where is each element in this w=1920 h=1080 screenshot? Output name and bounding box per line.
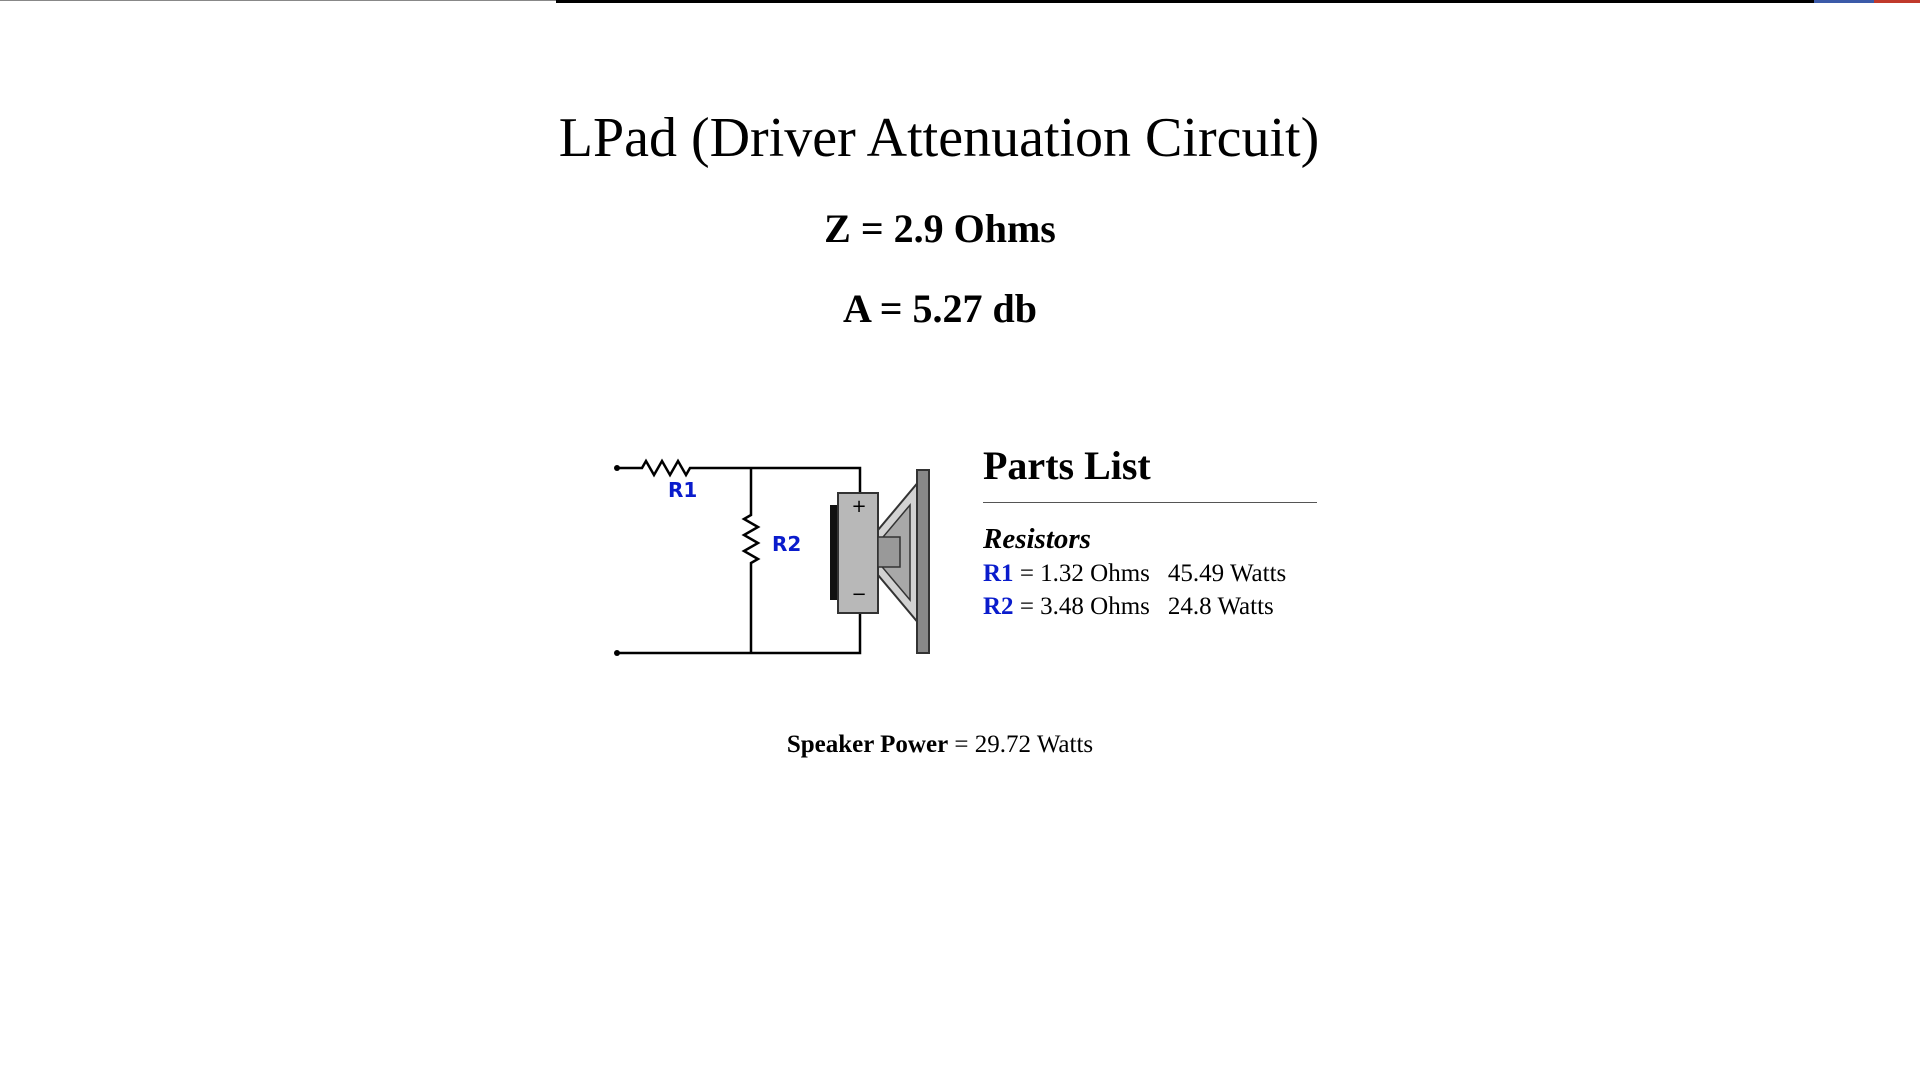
top-border-left <box>0 0 556 1</box>
parts-list-title: Parts List <box>983 443 1151 488</box>
parts-row-name: R2 <box>983 593 1014 620</box>
lpad-circuit-diagram <box>610 455 940 660</box>
bottom-wire <box>617 608 860 653</box>
parts-row-name: R1 <box>983 560 1014 587</box>
r2-label: R2 <box>772 532 802 556</box>
speaker-power-line <box>787 731 1093 759</box>
speaker-plus-label: + <box>851 496 867 517</box>
speaker-power-label: Speaker Power <box>786 731 949 758</box>
parts-list <box>983 440 1317 623</box>
parts-row-value: = 1.32 Ohms <box>1013 560 1150 587</box>
parts-row-value: = 3.48 Ohms <box>1013 593 1150 620</box>
parts-row-r2 <box>983 590 1317 623</box>
speaker-power-value: = 29.72 Watts <box>948 731 1094 758</box>
top-border <box>556 0 1814 3</box>
parts-list-divider <box>983 502 1317 503</box>
speaker-icon <box>830 470 929 653</box>
parts-row-watts: 24.8 Watts <box>1167 593 1274 620</box>
top-accent-red <box>1874 0 1920 3</box>
impedance-readout <box>0 205 1920 252</box>
parts-row-watts: 45.49 Watts <box>1167 560 1287 587</box>
attenuation-readout <box>0 285 1920 332</box>
parts-row-r1 <box>983 557 1317 590</box>
r1-resistor-symbol <box>617 461 860 493</box>
impedance-text: Z = 2.9 Ohms <box>824 206 1056 251</box>
speaker-power-readout <box>0 731 1920 759</box>
r1-label: R1 <box>668 478 698 502</box>
r2-resistor-symbol <box>744 468 758 653</box>
page-title-text: LPad (Driver Attenuation Circuit) <box>558 107 1320 169</box>
top-accent-blue <box>1814 0 1874 3</box>
resistors-heading: Resistors <box>983 523 1091 555</box>
page-title <box>0 106 1919 170</box>
attenuation-text: A = 5.27 db <box>843 286 1037 331</box>
speaker-minus-label: − <box>851 584 867 605</box>
